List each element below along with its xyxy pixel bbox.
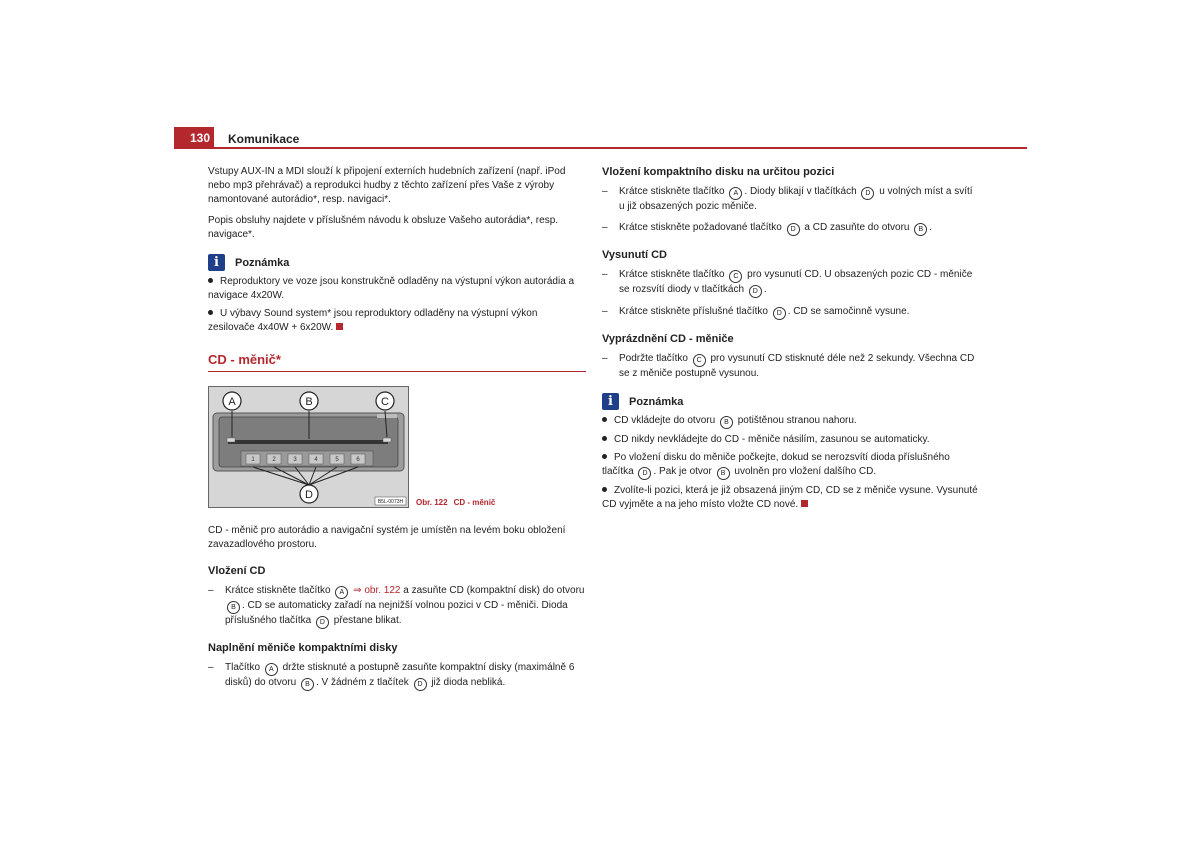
note-header: [208, 254, 586, 271]
figure-caption-label: Obr. 122: [416, 498, 448, 507]
left-column: [208, 165, 586, 698]
subheading-empty-changer: Vyprázdnění CD - měniče: [602, 333, 734, 345]
end-marker-icon: [801, 500, 808, 507]
slot-label: 1: [251, 457, 255, 463]
circled-letter-c: C: [693, 354, 706, 367]
figure-reference: ⇒ obr. 122: [353, 585, 401, 596]
figure-code: B5L-0073H: [377, 499, 404, 505]
running-section-title: Komunikace: [228, 132, 300, 146]
slot-label: 2: [272, 457, 276, 463]
circled-letter-d: D: [638, 467, 651, 480]
section-title: CD - měnič*: [208, 353, 586, 372]
slot-label: 3: [293, 457, 297, 463]
callout-c: C: [381, 396, 389, 408]
instruction-step: – Tlačítko A držte stisknuté a postupně zasuňte kompaktní disky (maximálně 6 disků) do otvoru B . V žádném z tlačítek D již dioda nebliká.: [208, 661, 586, 691]
description-paragraph: CD - měnič pro autorádio a navigační systém je umístěn na levém boku obložení zavazadlového prostoru.: [208, 525, 566, 550]
circled-letter-d: D: [861, 187, 874, 200]
info-icon: i: [208, 254, 225, 271]
circled-letter-d: D: [749, 285, 762, 298]
slot-label: 5: [335, 457, 339, 463]
circled-letter-d: D: [316, 616, 329, 629]
circled-letter-c: C: [729, 270, 742, 283]
intro-paragraph-2: Popis obsluhy najdete v příslušném návodu k obsluze Vašeho autorádia*, resp. navigace*.: [208, 215, 559, 240]
circled-letter-b: B: [720, 416, 733, 429]
right-column: [602, 165, 980, 516]
info-icon: i: [602, 393, 619, 410]
intro-paragraph-1: Vstupy AUX-IN a MDI slouží k připojení externích hudebních zařízení (např. iPod nebo mp3 přehrávač) a reprodukci hudby z těchto zařízení přes Vaše z výroby namontované autorádio*, resp. navigaci*.: [208, 166, 566, 205]
note-bullet-text: Reproduktory ve voze jsou konstrukčně odladěny na výstupní výkon autorádia a navigace 4x20W.: [208, 276, 575, 301]
note-bullet: CD vkládejte do otvoru B potištěnou stranou nahoru.: [602, 414, 980, 429]
circled-letter-a: A: [729, 187, 742, 200]
instruction-step: – Krátce stiskněte příslušné tlačítko D . CD se samočinně vysune.: [602, 305, 980, 320]
note-bullet: CD nikdy nevkládejte do CD - měniče násilím, zasunou se automaticky.: [602, 433, 980, 447]
instruction-step: – Krátce stiskněte požadované tlačítko D a CD zasuňte do otvoru B .: [602, 221, 980, 236]
cd-changer-illustration: [209, 387, 408, 507]
slot-label: 6: [356, 457, 360, 463]
page-number: 130: [190, 131, 211, 145]
note-bullet: [208, 275, 586, 303]
circled-letter-b: B: [717, 467, 730, 480]
instruction-step: – Krátce stiskněte tlačítko A ⇒ obr. 122 a zasuňte CD (kompaktní disk) do otvoru B . CD se automaticky zařadí na nejnižší volnou pozici v CD - měniči. Dioda příslušného tlačítka D přestane blikat.: [208, 584, 586, 629]
callout-b: B: [305, 396, 313, 408]
end-marker-icon: [336, 323, 343, 330]
circled-letter-a: A: [265, 663, 278, 676]
note-bullet: [208, 307, 586, 335]
instruction-step: – Krátce stiskněte tlačítko A . Diody blikají v tlačítkách D u volných míst a svítí u již obsazených pozic měniče.: [602, 185, 980, 214]
note-bullet: Po vložení disku do měniče počkejte, dokud se nerozsvítí dioda příslušného tlačítka D . Pak je otvor B uvolněn pro vložení dalšího CD.: [602, 451, 980, 480]
cd-changer-figure: [208, 386, 409, 508]
note-title: Poznámka: [235, 256, 290, 269]
circled-letter-b: B: [914, 223, 927, 236]
instruction-step: – Krátce stiskněte tlačítko C pro vysunutí CD. U obsazených pozic CD - měniče se rozsvítí diody v tlačítkách D .: [602, 268, 980, 298]
subheading-insert-position: Vložení kompaktního disku na určitou pozici: [602, 166, 835, 178]
figure-caption-title: CD - měnič: [453, 498, 496, 507]
callout-d: D: [305, 489, 313, 501]
note-bullet: Zvolíte-li pozici, která je již obsazená jiným CD, CD se z měniče vysune. Vysunuté CD vyjměte a na jeho místo vložte CD nové.: [602, 484, 980, 512]
circled-letter-b: B: [227, 601, 240, 614]
circled-letter-d: D: [773, 307, 786, 320]
circled-letter-d: D: [787, 223, 800, 236]
note-bullet-text: U výbavy Sound system* jsou reproduktory odladěny na výstupní výkon zesilovače 4x40W + 6x20W.: [208, 308, 538, 333]
circled-letter-d: D: [414, 678, 427, 691]
note-title: Poznámka: [629, 395, 684, 408]
slot-label: 4: [314, 457, 318, 463]
header-rule: [174, 147, 1027, 149]
figure-block: [208, 386, 586, 508]
instruction-step: – Podržte tlačítko C pro vysunutí CD stisknuté déle než 2 sekundy. Všechna CD se z měniče postupně vysunou.: [602, 352, 980, 381]
callout-a: A: [228, 396, 236, 408]
circled-letter-b: B: [301, 678, 314, 691]
circled-letter-a: A: [335, 586, 348, 599]
note-header: [602, 393, 980, 410]
subheading-insert-cd: Vložení CD: [208, 565, 266, 577]
subheading-fill-changer: Naplnění měniče kompaktními disky: [208, 642, 398, 654]
figure-caption: [416, 496, 495, 510]
subheading-eject-cd: Vysunutí CD: [602, 249, 667, 261]
